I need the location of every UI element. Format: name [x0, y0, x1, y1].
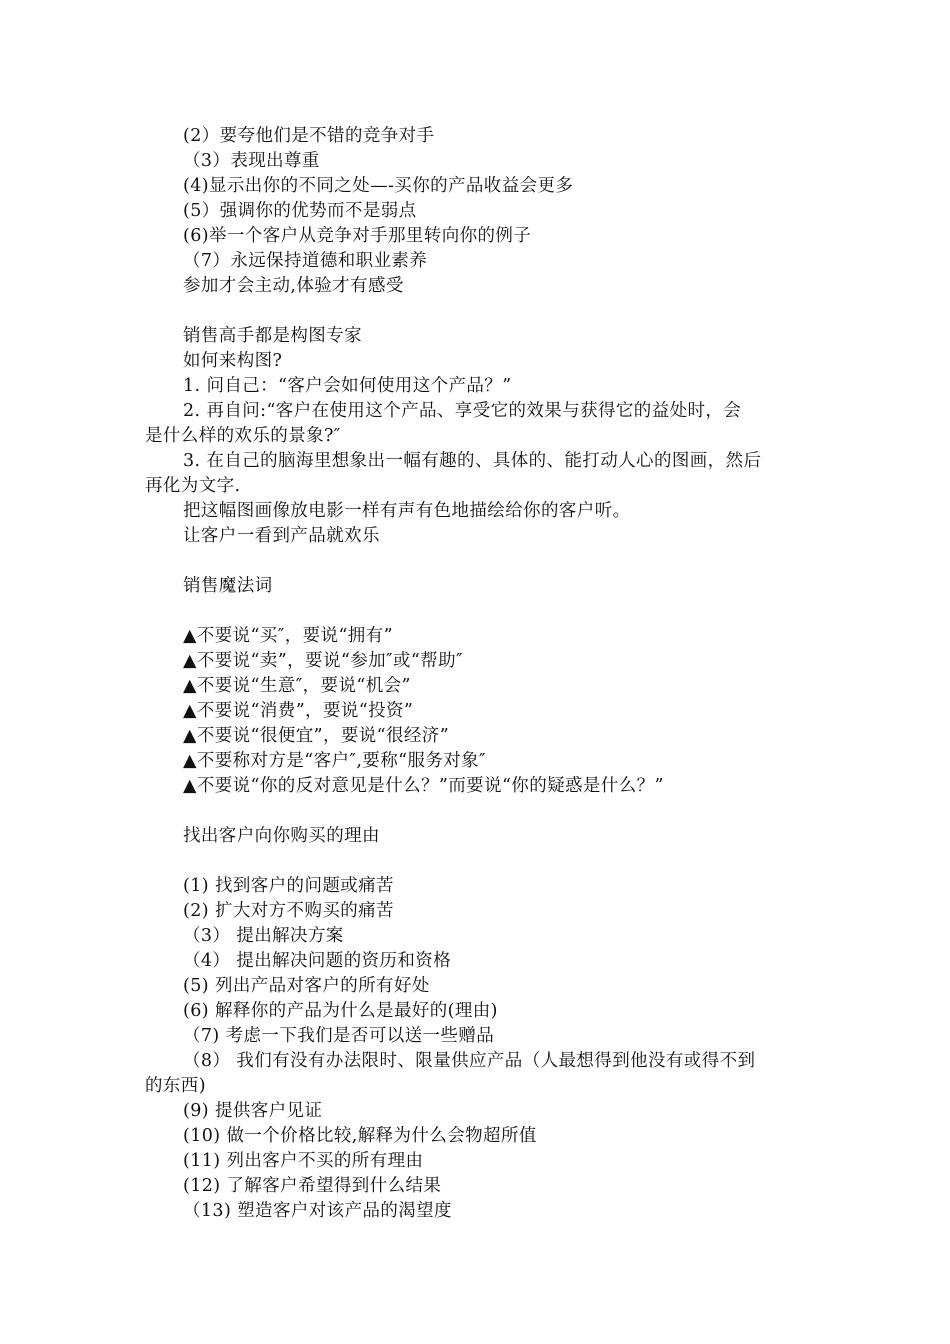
text-line: (2）要夸他们是不错的竞争对手 [183, 126, 435, 146]
text-line: 如何来构图? [183, 351, 283, 371]
text-line: （8） 我们有没有办法限时、限量供应产品（人最想得到他没有或得不到 [183, 1051, 756, 1071]
text-line: （7）永远保持道德和职业素养 [183, 251, 428, 271]
text-line: 的东西) [145, 1076, 206, 1096]
text-line: (2) 扩大对方不购买的痛苦 [183, 901, 394, 921]
text-line: (4)显示出你的不同之处—-买你的产品收益会更多 [183, 176, 574, 196]
text-line: （3）表现出尊重 [183, 151, 320, 171]
section-heading: 找出客户向你购买的理由 [183, 826, 380, 846]
section-heading: 销售魔法词 [183, 576, 273, 596]
text-line: ▲不要说“你的反对意见是什么？”而要说“你的疑惑是什么？” [183, 776, 664, 796]
text-line: ▲不要说“买″，要说“拥有” [183, 626, 393, 646]
text-line: (12) 了解客户希望得到什么结果 [183, 1176, 442, 1196]
text-line: （13) 塑造客户对该产品的渴望度 [183, 1201, 452, 1221]
text-line: ▲不要说“很便宜”，要说“很经济” [183, 726, 450, 746]
text-line: 是什么样的欢乐的景象?″ [145, 426, 341, 446]
text-line: （4） 提出解决问题的资历和资格 [183, 951, 452, 971]
text-line: 让客户一看到产品就欢乐 [183, 526, 380, 546]
text-line: （3） 提出解决方案 [183, 926, 344, 946]
text-line: 2. 再自问:“客户在使用这个产品、享受它的效果与获得它的益处时，会 [183, 401, 742, 421]
text-line: (9) 提供客户见证 [183, 1101, 323, 1121]
text-line: 把这幅图画像放电影一样有声有色地描绘给你的客户听。 [183, 501, 631, 521]
text-line: ▲不要说“卖”，要说“参加″或“帮助″ [183, 651, 463, 671]
text-line: (6)举一个客户从竞争对手那里转向你的例子 [183, 226, 532, 246]
text-line: ▲不要说“生意″，要说“机会” [183, 676, 411, 696]
text-line: ▲不要称对方是“客户″,要称“服务对象″ [183, 751, 486, 771]
text-line: (11) 列出客户不买的所有理由 [183, 1151, 424, 1171]
text-line: (1) 找到客户的问题或痛苦 [183, 876, 394, 896]
text-line: 1. 问自己：“客户会如何使用这个产品？” [183, 376, 512, 396]
text-line: （7) 考虑一下我们是否可以送一些赠品 [183, 1026, 495, 1046]
text-line: (10) 做一个价格比较,解释为什么会物超所值 [183, 1126, 537, 1146]
text-line: (6) 解释你的产品为什么是最好的(理由) [183, 1001, 498, 1021]
text-line: (5) 列出产品对客户的所有好处 [183, 976, 430, 996]
text-line: ▲不要说“消费”，要说“投资” [183, 701, 414, 721]
text-line: 再化为文字. [145, 476, 241, 496]
section-heading: 销售高手都是构图专家 [183, 326, 362, 346]
text-line: (5）强调你的优势而不是弱点 [183, 201, 417, 221]
text-line: 3. 在自己的脑海里想象出一幅有趣的、具体的、能打动人心的图画，然后 [183, 451, 762, 471]
text-line: 参加才会主动,体验才有感受 [183, 276, 404, 296]
